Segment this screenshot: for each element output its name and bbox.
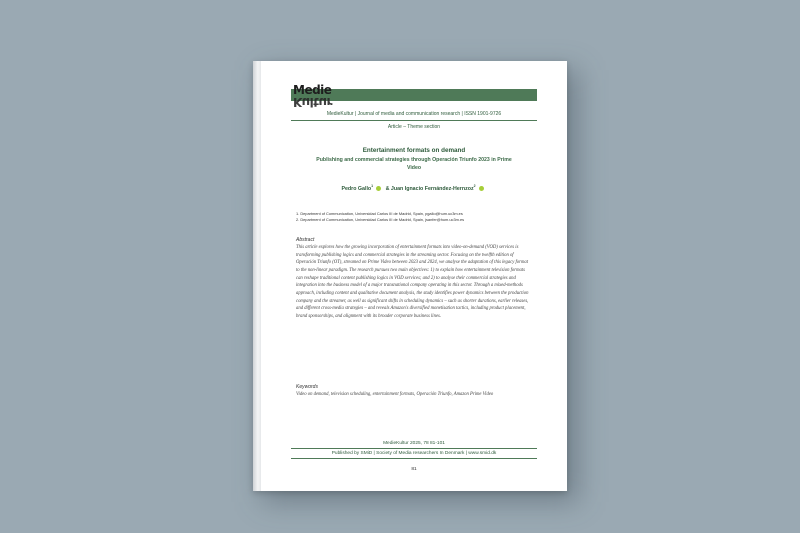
author-line [291,184,537,192]
article-title: Entertainment formats on demand [362,147,466,154]
page-number: 81 [411,467,417,472]
keywords-heading: Keywords [296,384,318,390]
article-subtitle: Publishing and commercial strategies through Operación Triunfo 2023 in Prime Video [316,157,512,171]
publisher-line: Published by SMiD | Society of Media researchers In Denmark | www.smid.dk [331,451,497,456]
abstract-body: This article explores how the growing incorporation of entertainment formats into video-on-demand (VOD) services is transforming publishing logics and commercial strategies in the streaming sector. Focusing on the twelfth edition of Operación Triunfo (OT), streamed on Prime Video between 2023 and 2024, we analyse the adaptation of this legacy format to the non-linear paradigm. The research pursues two main objectives: 1) to explain how entertainment television formats can reshape traditional content publishing logics in VOD services; and 2) to analyse their commercial strategies and integration into the business model of a major transnational company operating in this sector. Through a mixed-methods approach, including content and qualitative document analysis, the study identifies power dynamics between the production company and the streamer, as well as significant shifts in scheduling dynamics – such as shorter durations, earlier releases, and different cross-media strategies – and reveals Amazon's diversified monetisation tactics, including product placement, brand sponsorships, and alignment with its broader corporate business lines. [296,245,529,319]
document-page [253,61,567,491]
affiliation-2: 2. Department of Communication, Universidad Carlos III de Madrid, Spain, jsanfer@hum.uc3m.es [296,217,465,222]
journal-info-line: MedieKultur | Journal of media and communication research | ISSN 1901-9726 [326,111,502,117]
keywords-body: Video on demand, television scheduling, entertainment formats, Operación Triunfo, Amazon Prime Video [296,392,494,397]
citation-line: MedieKultur 2025, 78 81-101 [383,441,445,446]
orcid-icon[interactable] [376,186,381,191]
author-1-name: Pedro Gallo [341,185,372,192]
affiliation-1: 1. Department of Communication, Universidad Carlos III de Madrid, Spain, pgallo@hum.uc3m.es [296,211,463,216]
section-label: Article – Theme section [387,124,441,130]
footer-rule-bottom [291,458,537,459]
orcid-icon[interactable] [479,186,484,191]
journal-logo-mirrored: Kultur [293,95,332,109]
abstract-heading: Abstract [296,237,315,243]
author-1-sup: 1 [371,184,374,188]
journal-logo: Medie [293,83,332,97]
author-2-sup: 2 [473,184,476,188]
header-rule [291,120,537,121]
author-separator-and-author-2: & Juan Ignacio Fernández-Hernzoz [385,185,474,192]
footer-rule-top [291,448,537,449]
binding-spine [253,61,261,491]
